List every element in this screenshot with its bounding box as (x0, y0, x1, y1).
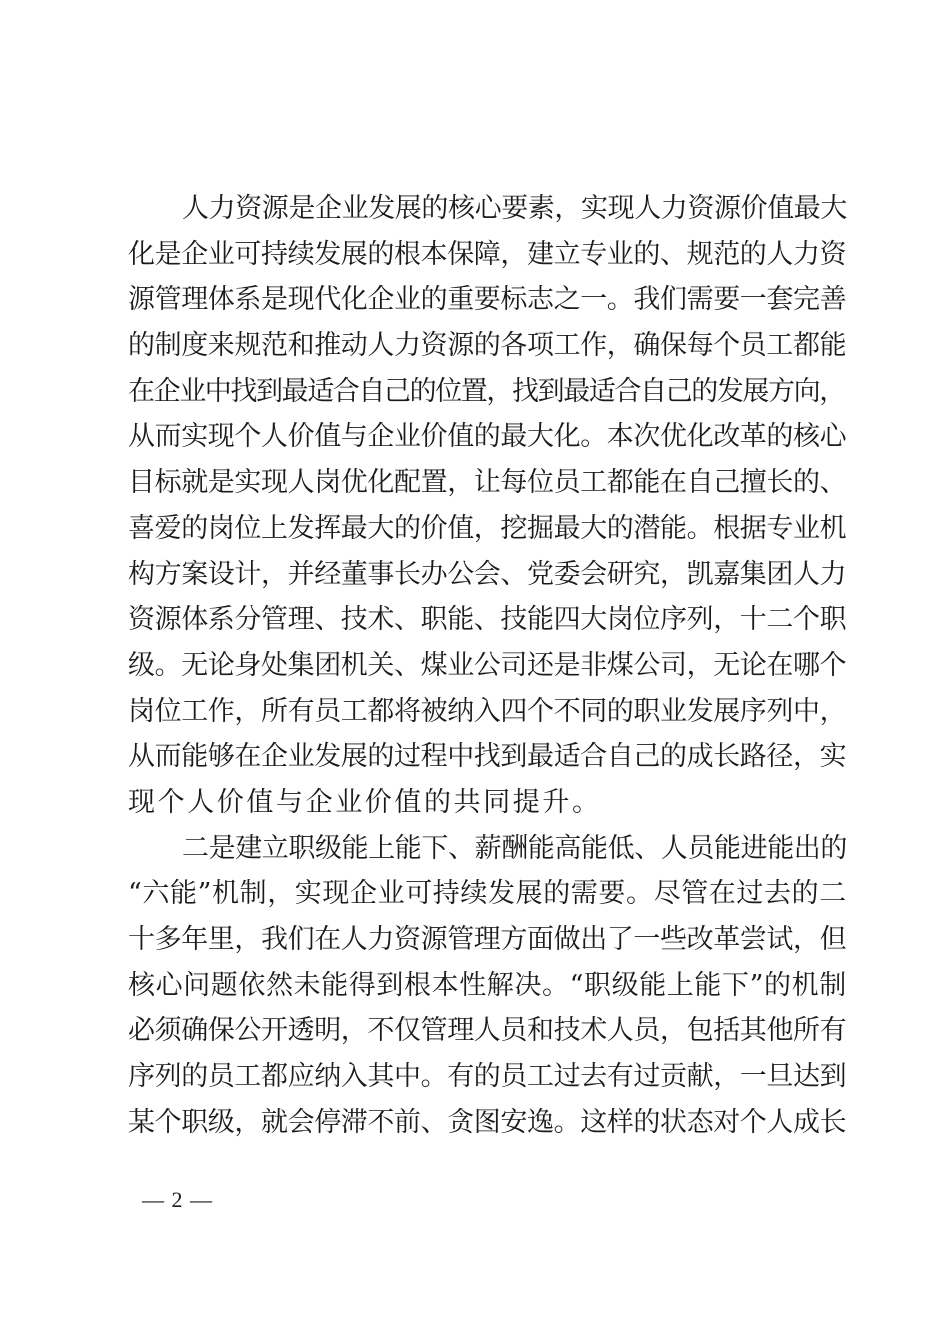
paragraph-2-line-1: 二是建立职级能上能下、薪酬能高能低、人员能进能出的 (182, 832, 847, 864)
paragraph-1-line-5: 在企业中找到最适合自己的位置，找到最适合自己的发展方向， (128, 375, 845, 407)
paragraph-1-line-1: 人力资源是企业发展的核心要素，实现人力资源价值最大 (182, 193, 847, 224)
paragraph-2-line-7: 某个职级，就会停滞不前、贪图安逸。这样的状态对个人成长 (128, 1106, 847, 1138)
body-text (128, 186, 848, 1145)
paragraph-2-line-6: 序列的员工都应纳入其中。有的员工过去有过贡献，一旦达到 (128, 1061, 847, 1093)
paragraph-1-line-9: 构方案设计，并经董事长办公会、党委会研究，凯嘉集团人力 (128, 558, 847, 590)
paragraph-1-line-12: 岗位工作，所有员工都将被纳入四个不同的职业发展序列中， (128, 695, 847, 727)
paragraph-2-line-5: 必须确保公开透明，不仅管理人员和技术人员，包括其他所有 (128, 1015, 847, 1047)
paragraph-1-line-10: 资源体系分管理、技术、职能、技能四大岗位序列，十二个职 (128, 604, 847, 636)
paragraph-1-line-8: 喜爱的岗位上发挥最大的价值，挖掘最大的潜能。根据专业机 (128, 512, 847, 544)
paragraph-2-line-3: 十多年里，我们在人力资源管理方面做出了一些改革尝试，但 (128, 924, 847, 955)
paragraph-1-line-6: 从而实现个人价值与企业价值的最大化。本次优化改革的核心 (128, 421, 847, 453)
paragraph-2-line-4: 核心问题依然未能得到根本性解决。“职级能上能下”的机制 (128, 969, 847, 1001)
paragraph-1-line-11: 级。无论身处集团机关、煤业公司还是非煤公司，无论在哪个 (128, 649, 847, 681)
paragraph-1-line-3: 源管理体系是现代化企业的重要标志之一。我们需要一套完善 (128, 284, 847, 316)
paragraph-2-line-2: “六能”机制，实现企业可持续发展的需要。尽管在过去的二 (128, 878, 847, 910)
paragraph-1-line-13: 从而能够在企业发展的过程中找到最适合自己的成长路径，实 (128, 741, 847, 773)
paragraph-1-line-14: 现个人价值与企业价值的共同提升。 (128, 786, 602, 818)
page-number: — 2 — (142, 1187, 213, 1212)
paragraph-1-line-4: 的制度来规范和推动人力资源的各项工作，确保每个员工都能 (128, 330, 847, 362)
paragraph-1-line-2: 化是企业可持续发展的根本保障，建立专业的、规范的人力资 (128, 238, 847, 270)
paragraph-1-line-7: 目标就是实现人岗优化配置，让每位员工都能在自己擅长的、 (128, 467, 847, 499)
